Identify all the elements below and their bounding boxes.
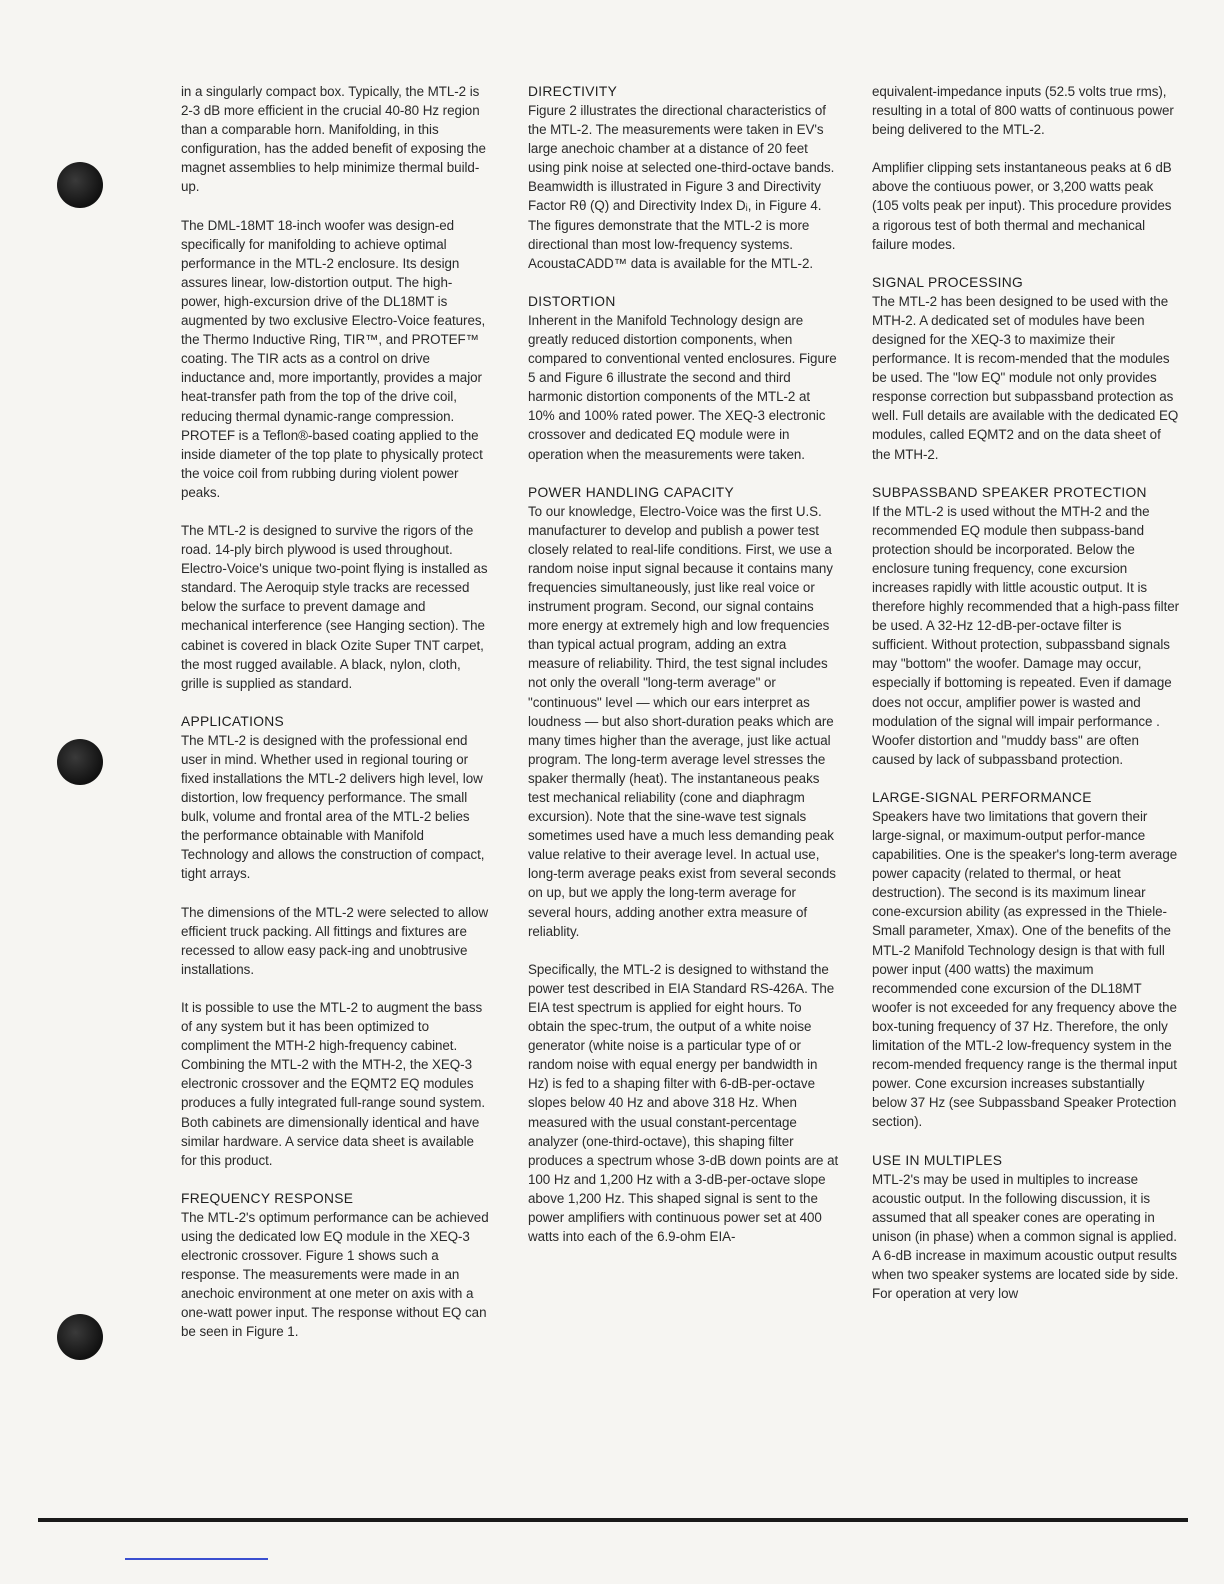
punch-hole-middle xyxy=(57,739,103,785)
paragraph: equivalent-impedance inputs (52.5 volts true rms), resulting in a total of 800 watts of continuous power being delivered to the MTL-2. xyxy=(872,84,1174,138)
paragraph: The MTL-2 is designed to survive the rigors of the road. 14-ply birch plywood is used throughout. Electro-Voice's unique two-point flying is installed as standard. The Aeroquip style tracks are recessed below the surface to prevent damage and mechanical interference (see Hanging section). The cabinet is covered in black Ozite Super TNT carpet, the most rugged available. A black, nylon, cloth, grille is supplied as standard. xyxy=(181,522,488,691)
heading-subpassband-protection: SUBPASSBAND SPEAKER PROTECTION xyxy=(872,484,1147,500)
footer-accent-line xyxy=(125,1558,268,1560)
heading-frequency-response: FREQUENCY RESPONSE xyxy=(181,1190,354,1206)
footer-rule xyxy=(38,1518,1188,1522)
heading-large-signal: LARGE-SIGNAL PERFORMANCE xyxy=(872,789,1092,805)
paragraph: To our knowledge, Electro-Voice was the first U.S. manufacturer to develop and publish a power test closely related to real-life conditions. First, we use a random noise input signal because it contains many frequencies simultaneously, just like real voice or instrument program. Second, our signal contains more energy at extremely high and low frequencies than typical actual program, adding an extra measure of reliability. Third, the test signal includes not only the overall "long-term average" or "continuous" level — which our ears interpret as loudness — but also short-duration peaks which are many times higher than the average, just like actual program. The long-term average level stresses the spaker thermally (heat). The instantaneous peaks test mechanical reliability (cone and diaphragm excursion). Note that the sine-wave test signals sometimes used have a much less demanding peak value relative to their average level. In actual use, long-term average peaks exist from several seconds on up, but we apply the long-term average for several hours, adding another extra measure of reliablity. xyxy=(528,503,836,939)
paragraph: Inherent in the Manifold Technology design are greatly reduced distortion components, when compared to conventional vented enclosures. Figure 5 and Figure 6 illustrate the second and third harmonic distortion components of the MTL-2 at 10% and 100% rated power. The XEQ-3 electronic crossover and dedicated EQ module were in operation when the measurements were taken. xyxy=(528,312,837,462)
paragraph: Speakers have two limitations that govern their large-signal, or maximum-output perfor-mance capabilities. One is the speaker's long-term average power capacity (related to thermal, or heat destruction). The second is its maximum linear cone-excursion ability (as expressed in the Thiele-Small parameter, Xmax). One of the benefits of the MTL-2 Manifold Technology design is that with full power input (400 watts) the maximum recommended cone excursion of the DL18MT woofer is not exceeded for any frequency above the box-tuning frequency of 37 Hz. Therefore, the only limitation of the MTL-2 low-frequency system in the recom-mended frequency range is the thermal input power. Cone excursion increases substantially below 37 Hz (see Subpassband Speaker Protection section). xyxy=(872,808,1178,1130)
paragraph: in a singularly compact box. Typically, the MTL-2 is 2-3 dB more efficient in the crucial 40-80 Hz region than a comparable horn. Manifolding, in this configuration, has the added benefit of exposing the magnet assemblies to help minimize thermal build-up. xyxy=(181,84,486,195)
heading-power-handling: POWER HANDLING CAPACITY xyxy=(528,484,734,500)
paragraph: The MTL-2 is designed with the professional end user in mind. Whether used in regional touring or fixed installations the MTL-2 delivers high level, low distortion, low frequency performance. The small bulk, volume and frontal area of the MTL-2 belies the performance obtainable with Manifold Technology and allows the construction of compact, tight arrays. xyxy=(181,732,485,882)
paragraph: It is possible to use the MTL-2 to augment the bass of any system but it has been optimized to compliment the MTH-2 high-frequency cabinet. Combining the MTL-2 with the MTH-2, the XEQ-3 electronic crossover and the EQMT2 EQ modules produces a fully integrated full-range sound system. Both cabinets are dimensionally identical and have similar hardware. A service data sheet is available for this product. xyxy=(181,999,486,1168)
punch-hole-top xyxy=(57,162,103,208)
paragraph: Specifically, the MTL-2 is designed to withstand the power test described in EIA Standard RS-426A. The EIA test spectrum is applied for eight hours. To obtain the spec-trum, the output of a white noise generator (white noise is a particular type of or random noise with equal energy per bandwidth in Hz) is fed to a shaping filter with 6-dB-per-octave slopes below 40 Hz and above 318 Hz. When measured with the usual constant-percentage analyzer (one-third-octave), this shaping filter produces a spectrum whose 3-dB down points are at 100 Hz and 1,200 Hz with a 3-dB-per-octave slope above 1,200 Hz. This shaped signal is sent to the power amplifiers with continuous power set at 400 watts into each of the 6.9-ohm EIA- xyxy=(528,961,839,1245)
paragraph: The MTL-2's optimum performance can be achieved using the dedicated low EQ module in the XEQ-3 electronic crossover. Figure 1 shows such a response. The measurements were made in an anechoic environment at one meter on axis with a one-watt power input. The response without EQ can be seen in Figure 1. xyxy=(181,1209,489,1340)
heading-applications: APPLICATIONS xyxy=(181,713,285,729)
heading-distortion: DISTORTION xyxy=(528,293,616,309)
punch-hole-bottom xyxy=(57,1314,103,1360)
paragraph: The DML-18MT 18-inch woofer was design-ed specifically for manifolding to achieve optimal performance in the MTL-2 enclosure. Its design assures linear, low-distortion output. The high-power, high-excursion drive of the DL18MT is augmented by two exclusive Electro-Voice features, the Thermo Inductive Ring, TIR™, and PROTEF™ coating. The TIR acts as a control on drive inductance and, more importantly, provides a major heat-transfer path from the top of the drive coil, reducing thermal dynamic-range compression. PROTEF is a Teflon®-based coating applied to the inside diameter of the top plate to physically protect the voice coil from rubbing during violent power peaks. xyxy=(181,217,486,500)
paragraph: MTL-2's may be used in multiples to increase acoustic output. In the following discussion, it is assumed that all speaker cones are operating in unison (in phase) when a common signal is applied. A 6-dB increase in maximum acoustic output results when two speaker systems are located side by side. For operation at very low xyxy=(872,1171,1179,1302)
paragraph: The dimensions of the MTL-2 were selected to allow efficient truck packing. All fittings and fixtures are recessed to allow easy pack-ing and unobtrusive installations. xyxy=(181,904,489,977)
paragraph: If the MTL-2 is used without the MTH-2 and the recommended EQ module then subpass-band protection should be incorporated. Below the enclosure tuning frequency, cone excursion increases rapidly with little acoustic output. It is therefore highly recommended that a high-pass filter be used. A 32-Hz 12-dB-per-octave filter is sufficient. Without protection, subpassband signals may "bottom" the woofer. Damage may occur, especially if bottoming is repeated. Even if damage does not occur, amplifier power is wasted and modulation of the signal will impair performance . Woofer distortion and "muddy bass" are often caused by lack of subpassband protection. xyxy=(872,503,1180,767)
paragraph: Figure 2 illustrates the directional characteristics of the MTL-2. The measurements were taken in EV's large anechoic chamber at a distance of 20 feet using pink noise at selected one-third-octave bands. Beamwidth is illustrated in Figure 3 and Directivity Factor Rθ (Q) and Directivity Index Dᵢ, in Figure 4. The figures demonstrate that the MTL-2 is more directional than most low-frequency systems. AcoustaCADD™ data is available for the MTL-2. xyxy=(528,103,835,271)
text-column-3 xyxy=(872,82,1180,1322)
text-column-2 xyxy=(528,82,840,1265)
text-column-1 xyxy=(181,82,491,1360)
paragraph: Amplifier clipping sets instantaneous peaks at 6 dB above the contiuous power, or 3,200 watts peak (105 volts peak per input). This procedure provides a rigorous test of both thermal and mechanical failure modes. xyxy=(872,160,1172,252)
heading-signal-processing: SIGNAL PROCESSING xyxy=(872,274,1024,290)
heading-directivity: DIRECTIVITY xyxy=(528,84,618,99)
heading-use-in-multiples: USE IN MULTIPLES xyxy=(872,1152,1003,1168)
paragraph: The MTL-2 has been designed to be used with the MTH-2. A dedicated set of modules have been designed for the XEQ-3 to maximize their performance. It is recom-mended that the modules be used. The "low EQ" module not only provides response correction but subpassband protection as well. Full details are available with the dedicated EQ modules, called EQMT2 and on the data sheet of the MTH-2. xyxy=(872,293,1179,462)
